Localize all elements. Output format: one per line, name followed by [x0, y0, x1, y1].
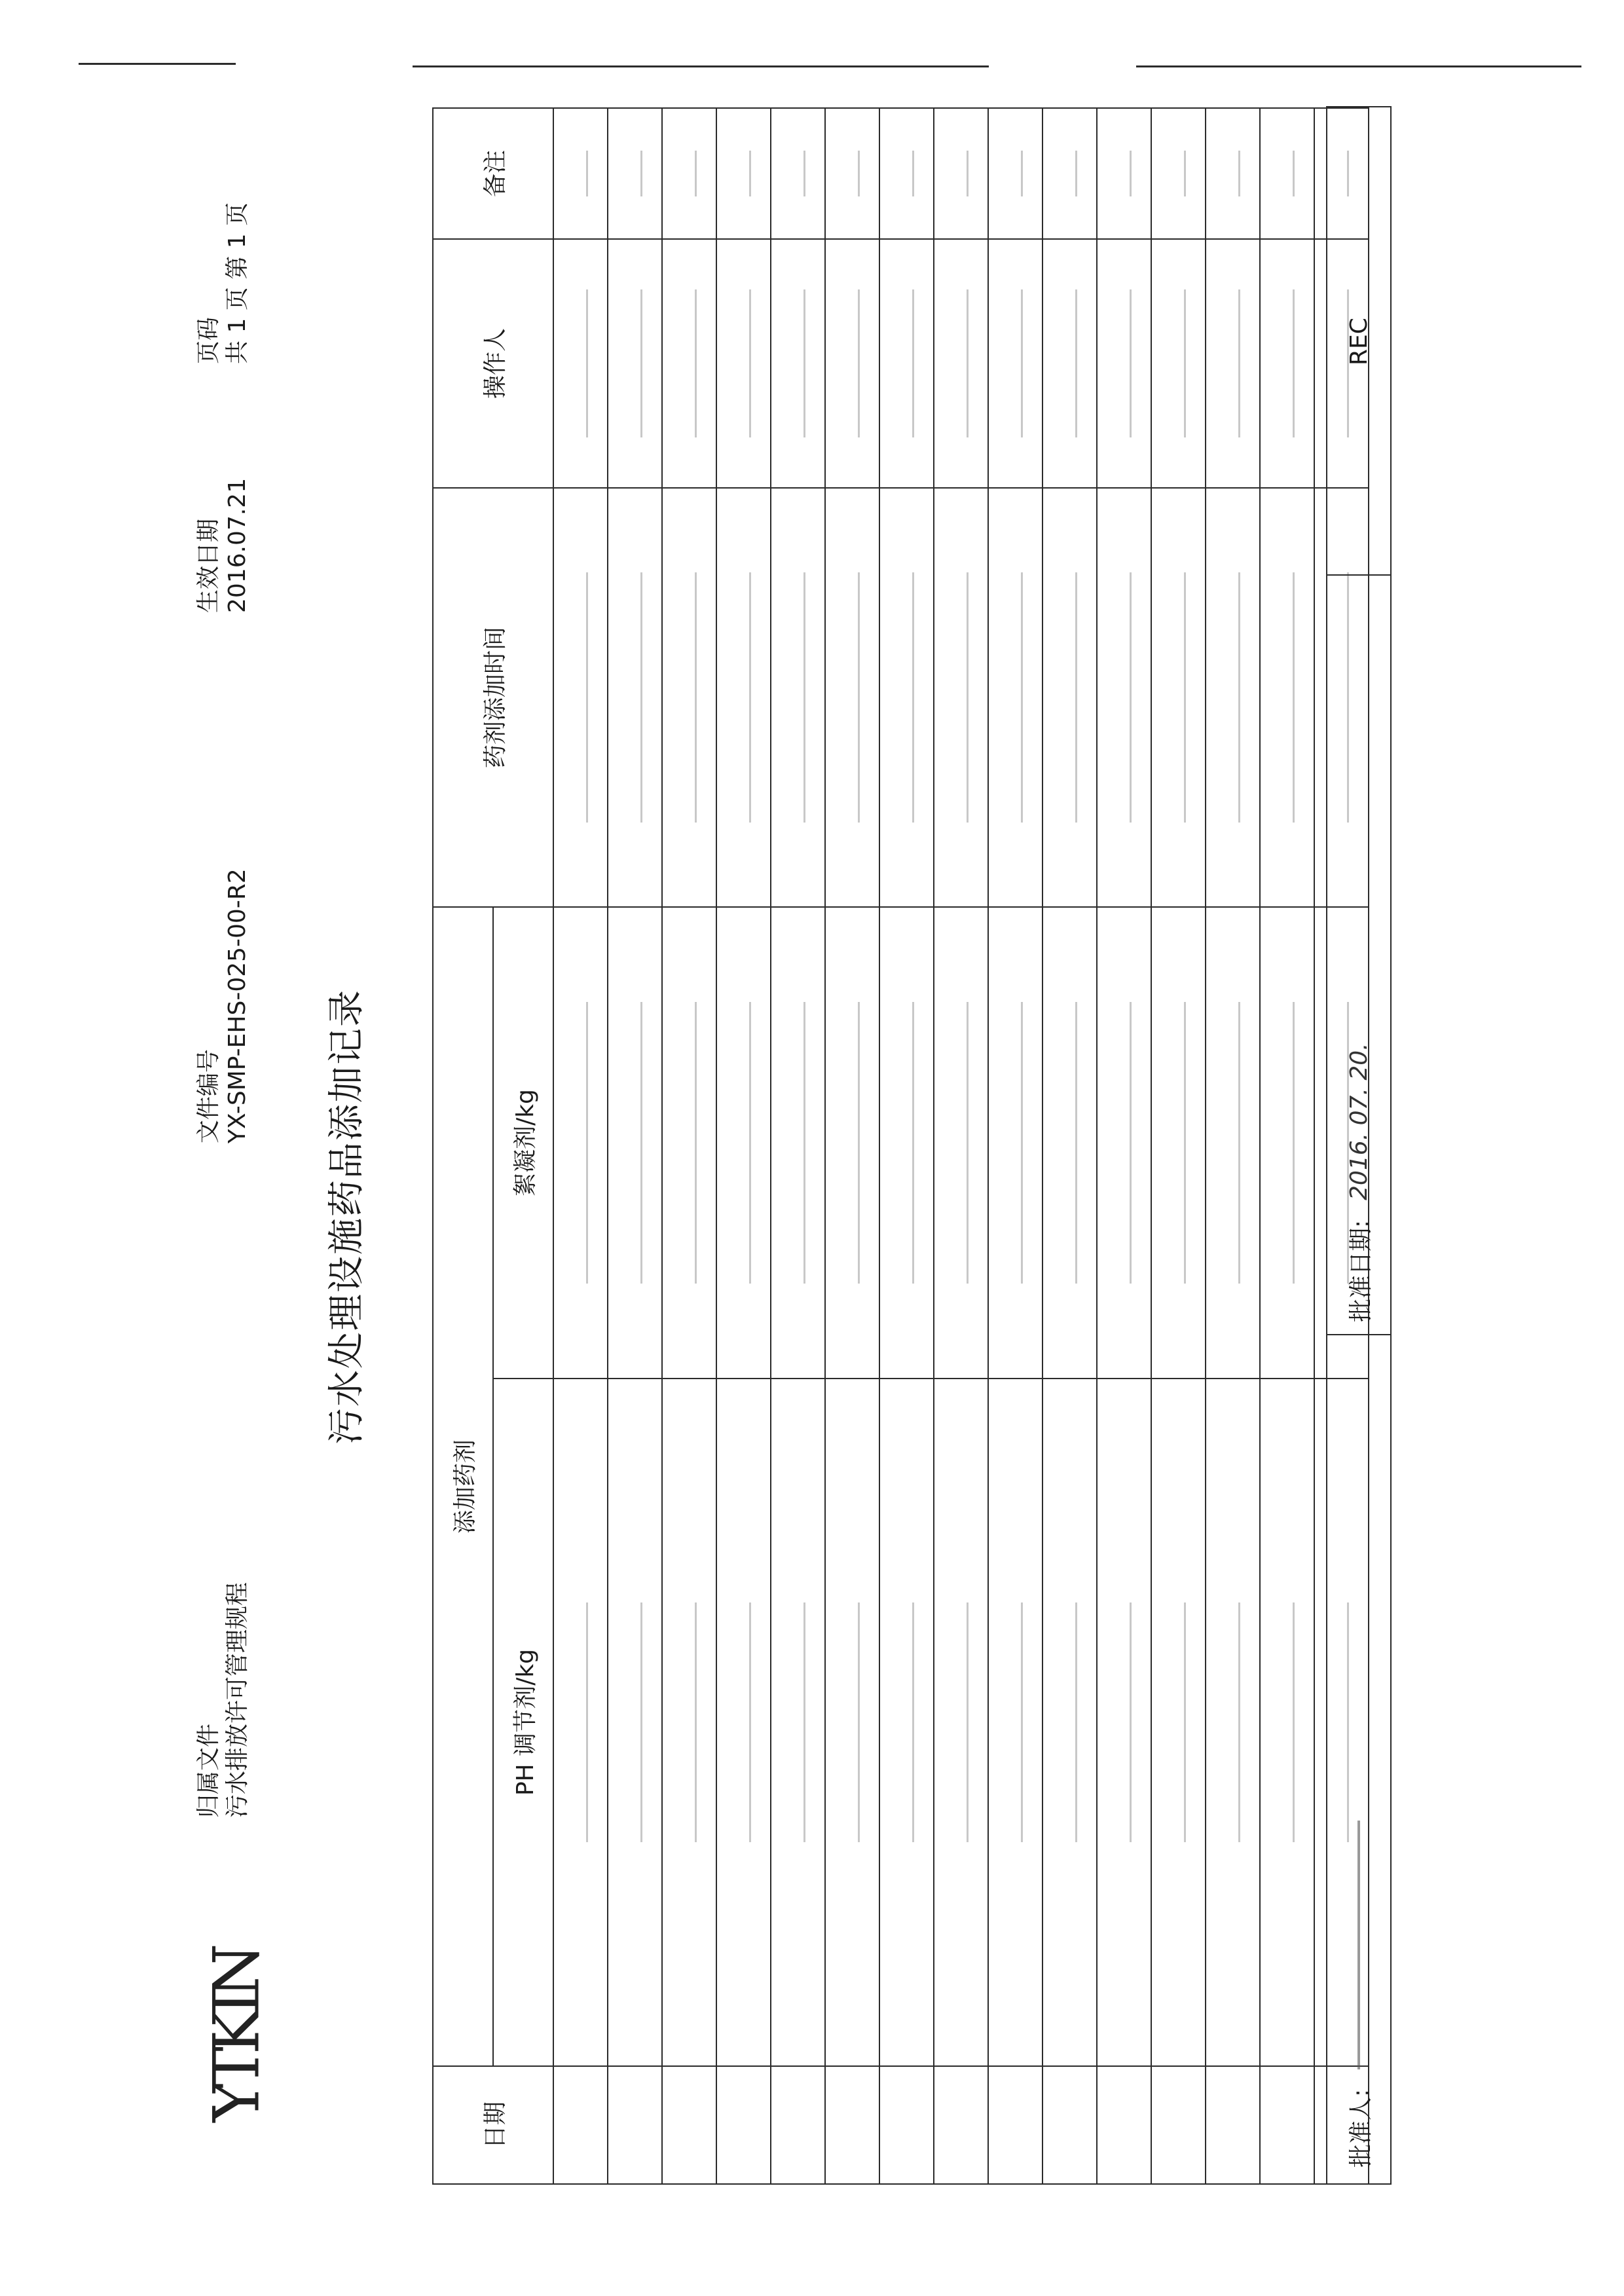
- ph-cell: [879, 1379, 934, 2066]
- handwritten-entry-mark: [640, 289, 642, 438]
- time-cell: [1206, 488, 1260, 907]
- floc-cell: [988, 907, 1043, 1379]
- handwritten-entry-mark: [695, 1002, 697, 1284]
- table-row: [1206, 108, 1260, 2184]
- date-cell: [1097, 2066, 1151, 2184]
- date-cell: [825, 2066, 879, 2184]
- handwritten-entry-mark: [1293, 1002, 1295, 1284]
- handwritten-entry-mark: [803, 289, 805, 438]
- date-cell: [934, 2066, 988, 2184]
- handwritten-entry-mark: [1075, 151, 1077, 196]
- handwritten-entry-mark: [695, 1602, 697, 1843]
- table-row: [934, 108, 988, 2184]
- approver-label: 批准人:: [1347, 2088, 1375, 2168]
- ph-header: PH 调节剂/kg: [493, 1379, 553, 2066]
- remark-cell: [1097, 108, 1151, 239]
- handwritten-entry-mark: [1293, 572, 1295, 823]
- handwritten-entry-mark: [858, 1002, 860, 1284]
- handwritten-entry-mark: [1184, 1002, 1186, 1284]
- date-cell: [771, 2066, 825, 2184]
- rec-cell: [1327, 107, 1390, 576]
- handwritten-entry-mark: [586, 151, 588, 196]
- floc-cell: [608, 907, 662, 1379]
- handwritten-entry-mark: [1075, 572, 1077, 823]
- time-cell: [879, 488, 934, 907]
- time-cell: [553, 488, 608, 907]
- handwritten-entry-mark: [1238, 1602, 1240, 1843]
- ph-cell: [1151, 1379, 1206, 2066]
- handwritten-entry-mark: [912, 1602, 914, 1843]
- operator-cell: [662, 239, 716, 488]
- handwritten-entry-mark: [1075, 1002, 1077, 1284]
- handwritten-entry-mark: [640, 151, 642, 196]
- date-cell: [1043, 2066, 1097, 2184]
- handwritten-entry-mark: [1021, 289, 1023, 438]
- handwritten-entry-mark: [1238, 1002, 1240, 1284]
- approver-cell: [1327, 1447, 1390, 2168]
- time-cell: [934, 488, 988, 907]
- table-row: [988, 108, 1043, 2184]
- handwritten-entry-mark: [858, 289, 860, 438]
- handwritten-entry-mark: [1184, 289, 1186, 438]
- floc-cell: [771, 907, 825, 1379]
- handwritten-entry-mark: [858, 151, 860, 196]
- operator-header: 操作人: [433, 239, 553, 488]
- handwritten-entry-mark: [967, 151, 969, 196]
- date-cell: [879, 2066, 934, 2184]
- handwritten-entry-mark: [1184, 572, 1186, 823]
- handwritten-entry-mark: [640, 572, 642, 823]
- handwritten-entry-mark: [912, 1002, 914, 1284]
- handwritten-entry-mark: [1293, 151, 1295, 196]
- remark-cell: [1206, 108, 1260, 239]
- rec-label: REC: [1345, 318, 1373, 365]
- handwritten-entry-mark: [803, 1602, 805, 1843]
- handwritten-entry-mark: [803, 572, 805, 823]
- remark-cell: [771, 108, 825, 239]
- date-cell: [716, 2066, 771, 2184]
- handwritten-entry-mark: [1238, 572, 1240, 823]
- handwritten-entry-mark: [1130, 1602, 1132, 1843]
- operator-cell: [988, 239, 1043, 488]
- handwritten-entry-mark: [695, 289, 697, 438]
- floc-cell: [1097, 907, 1151, 1379]
- remark-cell: [1151, 108, 1206, 239]
- date-cell: [1151, 2066, 1206, 2184]
- date-cell: [1260, 2066, 1314, 2184]
- table-row: [1260, 108, 1314, 2184]
- handwritten-entry-mark: [1075, 1602, 1077, 1843]
- page-number-value: 共 1 页 第 1 页: [224, 202, 251, 364]
- record-body: [553, 108, 1369, 2184]
- handwritten-entry-mark: [586, 1602, 588, 1843]
- floc-cell: [553, 907, 608, 1379]
- doc-number-block: [194, 868, 252, 1143]
- date-cell: [608, 2066, 662, 2184]
- handwritten-entry-mark: [1021, 151, 1023, 196]
- floc-cell: [825, 907, 879, 1379]
- table-row: [553, 108, 608, 2184]
- floc-cell: [879, 907, 934, 1379]
- table-row: [608, 108, 662, 2184]
- effective-date-block: [194, 478, 252, 613]
- ph-cell: [1097, 1379, 1151, 2066]
- ph-cell: [1260, 1379, 1314, 2066]
- table-row: [716, 108, 771, 2184]
- logo-text: YTKIN: [200, 1951, 274, 2122]
- operator-cell: [1043, 239, 1097, 488]
- footer-divider: [1327, 1334, 1390, 1335]
- approve-date-label: 批准日期:: [1347, 1219, 1375, 1322]
- handwritten-entry-mark: [1293, 1602, 1295, 1843]
- handwritten-entry-mark: [1021, 1002, 1023, 1284]
- remark-cell: [662, 108, 716, 239]
- handwritten-entry-mark: [967, 1602, 969, 1843]
- add-chem-header: 添加药剂: [433, 907, 493, 2066]
- doc-class-block: [194, 1582, 252, 1818]
- floc-cell: [716, 907, 771, 1379]
- handwritten-entry-mark: [1130, 572, 1132, 823]
- handwritten-entry-mark: [1021, 1602, 1023, 1843]
- remark-header: 备注: [433, 108, 553, 239]
- remark-cell: [934, 108, 988, 239]
- operator-cell: [879, 239, 934, 488]
- handwritten-entry-mark: [803, 151, 805, 196]
- handwritten-entry-mark: [586, 1002, 588, 1284]
- handwritten-entry-mark: [695, 572, 697, 823]
- handwritten-entry-mark: [749, 1002, 751, 1284]
- rotated-form-shell: [154, 0, 1464, 2296]
- date-cell: [988, 2066, 1043, 2184]
- doc-number-label: 文件编号: [195, 1048, 222, 1143]
- handwritten-entry-mark: [803, 1002, 805, 1284]
- operator-cell: [771, 239, 825, 488]
- table-row: [825, 108, 879, 2184]
- handwritten-entry-mark: [1075, 289, 1077, 438]
- date-cell: [553, 2066, 608, 2184]
- doc-class-label: 归属文件: [195, 1723, 222, 1818]
- time-cell: [1260, 488, 1314, 907]
- table-row: [1097, 108, 1151, 2184]
- date-header: 日期: [433, 2066, 553, 2184]
- time-cell: [771, 488, 825, 907]
- handwritten-entry-mark: [1130, 289, 1132, 438]
- floc-cell: [1206, 907, 1260, 1379]
- ph-cell: [608, 1379, 662, 2066]
- operator-cell: [716, 239, 771, 488]
- ph-cell: [825, 1379, 879, 2066]
- form-page: [154, 0, 1464, 2296]
- handwritten-entry-mark: [912, 572, 914, 823]
- operator-cell: [1260, 239, 1314, 488]
- handwritten-entry-mark: [749, 151, 751, 196]
- operator-cell: [825, 239, 879, 488]
- handwritten-entry-mark: [1130, 151, 1132, 196]
- ph-cell: [716, 1379, 771, 2066]
- remark-cell: [716, 108, 771, 239]
- handwritten-entry-mark: [749, 289, 751, 438]
- remark-cell: [825, 108, 879, 239]
- approval-footer: [1326, 106, 1392, 2185]
- document-meta: [194, 168, 280, 2132]
- record-table: [432, 107, 1369, 2185]
- operator-cell: [934, 239, 988, 488]
- operator-cell: [1097, 239, 1151, 488]
- time-cell: [825, 488, 879, 907]
- handwritten-entry-mark: [967, 572, 969, 823]
- handwritten-entry-mark: [1293, 289, 1295, 438]
- floc-header: 絮凝剂/kg: [493, 907, 553, 1379]
- operator-cell: [608, 239, 662, 488]
- header-row: [433, 108, 493, 2184]
- approve-date-value: 2016. 07. 20.: [1345, 1043, 1373, 1200]
- time-header: 药剂添加时间: [433, 488, 553, 907]
- ph-cell: [662, 1379, 716, 2066]
- handwritten-entry-mark: [1238, 151, 1240, 196]
- ph-cell: [771, 1379, 825, 2066]
- time-cell: [608, 488, 662, 907]
- handwritten-entry-mark: [858, 1602, 860, 1843]
- handwritten-entry-mark: [1021, 572, 1023, 823]
- handwritten-entry-mark: [640, 1002, 642, 1284]
- doc-class-value: 污水排放许可管理规程: [224, 1582, 251, 1818]
- remark-cell: [988, 108, 1043, 239]
- time-cell: [662, 488, 716, 907]
- ph-cell: [553, 1379, 608, 2066]
- date-cell: [1206, 2066, 1260, 2184]
- floc-cell: [662, 907, 716, 1379]
- handwritten-entry-mark: [912, 289, 914, 438]
- remark-cell: [1043, 108, 1097, 239]
- handwritten-entry-mark: [967, 289, 969, 438]
- remark-cell: [879, 108, 934, 239]
- handwritten-entry-mark: [749, 1602, 751, 1843]
- approver-signature: [1357, 1821, 1360, 2069]
- operator-cell: [1206, 239, 1260, 488]
- effective-date-label: 生效日期: [195, 518, 222, 613]
- handwritten-entry-mark: [586, 572, 588, 823]
- table-row: [879, 108, 934, 2184]
- page-number-block: [194, 202, 252, 364]
- table-row: [662, 108, 716, 2184]
- handwritten-entry-mark: [640, 1602, 642, 1843]
- effective-date-value: 2016.07.21: [224, 477, 251, 613]
- floc-cell: [1151, 907, 1206, 1379]
- handwritten-entry-mark: [1238, 289, 1240, 438]
- floc-cell: [1043, 907, 1097, 1379]
- remark-cell: [553, 108, 608, 239]
- handwritten-entry-mark: [858, 572, 860, 823]
- operator-cell: [1151, 239, 1206, 488]
- ph-cell: [1043, 1379, 1097, 2066]
- handwritten-entry-mark: [1184, 1602, 1186, 1843]
- floc-cell: [1260, 907, 1314, 1379]
- remark-cell: [1260, 108, 1314, 239]
- form-title: 污水处理设施药品添加记录: [325, 989, 368, 1445]
- ph-cell: [934, 1379, 988, 2066]
- floc-cell: [934, 907, 988, 1379]
- handwritten-entry-mark: [967, 1002, 969, 1284]
- approve-date-cell: [1327, 667, 1390, 1322]
- handwritten-entry-mark: [749, 572, 751, 823]
- table-row: [1043, 108, 1097, 2184]
- handwritten-entry-mark: [912, 151, 914, 196]
- time-cell: [1043, 488, 1097, 907]
- handwritten-entry-mark: [586, 289, 588, 438]
- time-cell: [716, 488, 771, 907]
- ph-cell: [1206, 1379, 1260, 2066]
- doc-number-value: YX-SMP-EHS-025-00-R2: [224, 868, 251, 1143]
- operator-cell: [553, 239, 608, 488]
- table-row: [771, 108, 825, 2184]
- time-cell: [1097, 488, 1151, 907]
- handwritten-entry-mark: [695, 151, 697, 196]
- ph-cell: [988, 1379, 1043, 2066]
- remark-cell: [608, 108, 662, 239]
- handwritten-entry-mark: [1184, 151, 1186, 196]
- page-number-label: 页码: [195, 316, 222, 364]
- time-cell: [1151, 488, 1206, 907]
- handwritten-entry-mark: [1130, 1002, 1132, 1284]
- date-cell: [662, 2066, 716, 2184]
- table-row: [1151, 108, 1206, 2184]
- time-cell: [988, 488, 1043, 907]
